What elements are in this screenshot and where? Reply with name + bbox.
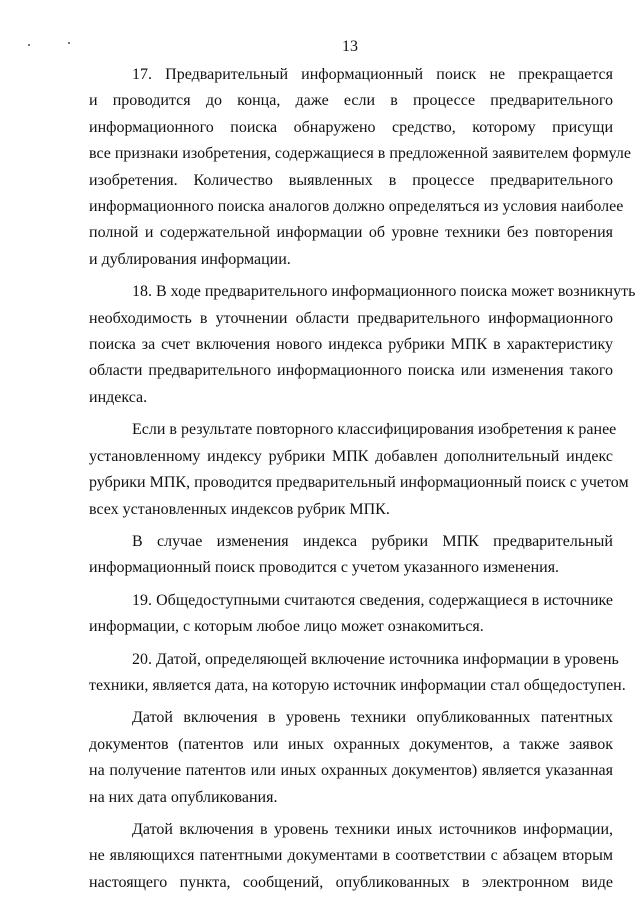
text-line: Если в результате повторного классифицирования изобретения к ранее — [132, 421, 617, 439]
paragraph — [89, 647, 626, 700]
text-line: все признаки изобретения, содержащиеся в предложенной заявителем формуле — [89, 145, 631, 163]
paragraph — [89, 588, 613, 641]
text-line: настоящего пункта, сообщений, опубликованных в электронном виде — [89, 873, 613, 891]
text-line: Датой включения в уровень техники опубликованных патентных — [132, 709, 613, 727]
text-line: необходимость в уточнении области предварительного информационного — [89, 309, 613, 327]
text-line: не являющихся патентными документами в соответствии с абзацем вторым — [89, 847, 613, 865]
text-line: техники, является дата, на которую источник информации стал общедоступен. — [89, 676, 626, 694]
document-body — [89, 62, 636, 896]
text-line: 17. Предварительный информационный поиск не прекращается — [132, 66, 613, 83]
text-line: установленному индексу рубрики МПК добавлен дополнительный индекс — [89, 447, 613, 465]
text-line: и проводится до конца, даже если в процессе предварительного — [89, 92, 613, 110]
paragraph — [89, 705, 613, 811]
text-line: 19. Общедоступными считаются сведения, содержащиеся в источнике — [132, 591, 613, 609]
paragraph — [89, 529, 613, 582]
text-line: информации, с которым любое лицо может ознакомиться. — [89, 618, 484, 636]
paragraph — [89, 279, 636, 411]
text-line: документов (патентов или иных охранных документов, а также заявок — [89, 735, 613, 753]
text-line: 20. Датой, определяющей включение источника информации в уровень — [132, 650, 619, 668]
text-line: изобретения. Количество выявленных в процессе предварительного — [89, 171, 613, 189]
paragraph — [89, 817, 613, 896]
paragraph — [89, 62, 631, 273]
text-line: области предварительного информационного поиска или изменения такого — [89, 362, 613, 380]
text-line: информационный поиск проводится с учетом указанного изменения. — [89, 559, 560, 577]
text-line: информационного поиска аналогов должно определяться из условия наиболее — [89, 198, 624, 216]
text-line: и дублирования информации. — [89, 250, 291, 268]
text-line: 18. В ходе предварительного информационного поиска может возникнуть — [132, 283, 636, 301]
text-line: рубрики МПК, проводится предварительный информационный поиск с учетом — [89, 474, 629, 492]
text-line: поиска за счет включения нового индекса рубрики МПК в характеристику — [89, 336, 613, 354]
text-line: на них дата опубликования. — [89, 788, 278, 806]
text-line: информационного поиска обнаружено средство, которому присущи — [89, 118, 613, 136]
paragraph — [89, 417, 629, 523]
text-line: всех установленных индексов рубрик МПК. — [89, 500, 390, 518]
text-line: Датой включения в уровень техники иных источников информации, — [132, 820, 613, 838]
text-line: индекса. — [89, 388, 148, 406]
page-number: 13 — [342, 38, 358, 55]
text-line: В случае изменения индекса рубрики МПК предварительный — [132, 532, 613, 550]
text-line: на получение патентов или иных охранных документов) является указанная — [89, 762, 613, 780]
text-line: полной и содержательной информации об уровне техники без повторения — [89, 224, 613, 242]
